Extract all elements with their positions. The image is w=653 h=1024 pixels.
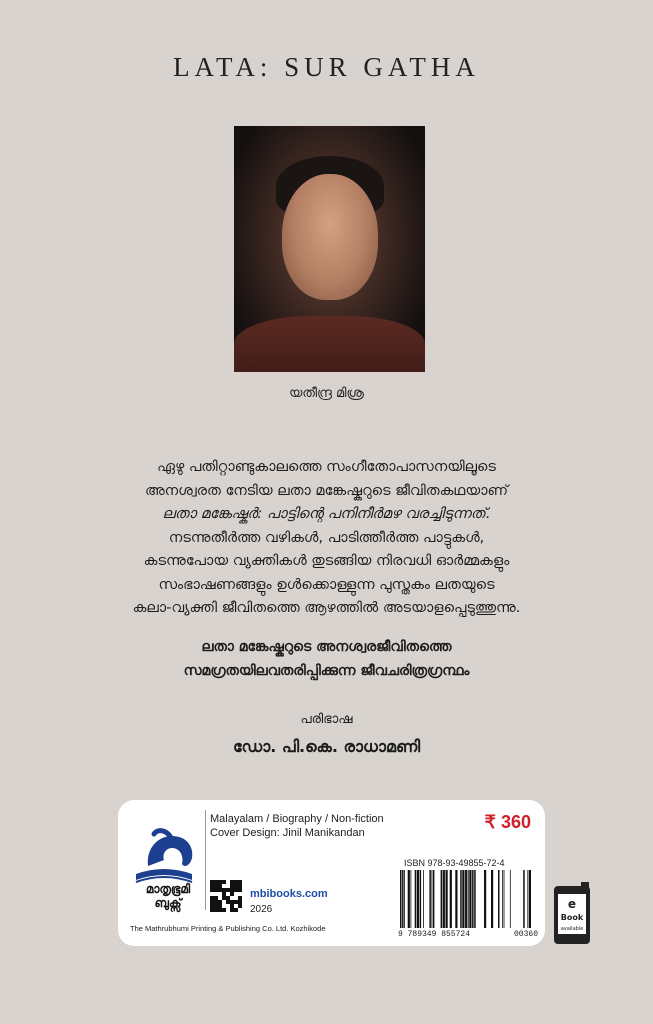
translation-label: പരിഭാഷ [300, 712, 353, 727]
barcode-numbers [398, 930, 538, 939]
blurb-line: ലതാ മങ്കേഷ്കർ: പാട്ടിന്റെ പനിനീർമഴ വരച്ചിടുന്നത്. [162, 506, 491, 522]
blurb-line: അനശ്വരത നേടിയ ലതാ മങ്കേഷ്കറുടെ ജീവിതകഥയാണ് [144, 482, 509, 499]
logo-line: ബുക്സ് [154, 896, 182, 910]
author-photo [234, 126, 425, 372]
blurb-line: നടന്നുതീർത്ത വഴികൾ, പാടിത്തീർത്ത പാട്ടുകൾ, [168, 529, 485, 546]
blurb [100, 456, 553, 621]
blurb-line: സംഭാഷണങ്ങളും ഉൾക്കൊള്ളുന്ന പുസ്തകം ലതയുടെ [158, 576, 495, 593]
barcode-right: 00360 [513, 930, 538, 939]
blurb-line: കലാ-വ്യക്തി ജീവിതത്തെ ആഴത്തിൽ അടയാളപ്പെടുത്തുന്നു. [132, 600, 521, 616]
ebook-available-icon [553, 882, 591, 946]
category: Malayalam / Biography / Non-fiction [210, 813, 384, 825]
book-title: LATA: SUR GATHA [173, 52, 480, 82]
ebook-available: available [560, 926, 584, 932]
logo-line: മാതൃഭൂമി [145, 882, 191, 896]
year: 2026 [250, 904, 273, 915]
tagline [0, 635, 653, 683]
logo-wordmark [128, 882, 208, 910]
tagline-line: സമഗ്രതയിലവതരിപ്പിക്കുന്ന ജീവചരിത്രഗ്രന്ഥം [183, 663, 470, 679]
cover-design: Cover Design: Jinil Manikandan [210, 827, 365, 839]
barcode-left: 9 789349 855724 [398, 930, 471, 939]
book-meta [210, 812, 384, 840]
ebook-book: Book [560, 913, 584, 922]
qr-code-icon [210, 880, 242, 912]
divider [205, 810, 206, 910]
author-caption: യതീന്ദ്ര മിശ്ര [289, 386, 364, 401]
tagline-line: ലതാ മങ്കേഷ്കറുടെ അനശ്വരജീവിതത്തെ [201, 639, 452, 655]
website: mbibooks.com [250, 888, 328, 900]
ebook-e: e [567, 897, 577, 911]
blurb-line: ഏഴു പതിറ്റാണ്ടുകാലത്തെ സംഗീതോപാസനയിലൂടെ [157, 459, 496, 475]
isbn: ISBN 978-93-49855-72-4 [404, 858, 505, 868]
translator-name: ഡോ. പി.കെ. രാധാമണി [232, 737, 421, 756]
price: ₹ 360 [484, 812, 531, 832]
blurb-line: കടന്നുപോയ വ്യക്തികൾ തുടങ്ങിയ നിരവധി ഓർമ്മകളും [143, 553, 510, 569]
publisher: The Mathrubhumi Printing & Publishing Co. Ltd. Kozhikode [130, 924, 326, 933]
barcode-icon [398, 870, 538, 928]
back-info-panel [118, 800, 545, 946]
